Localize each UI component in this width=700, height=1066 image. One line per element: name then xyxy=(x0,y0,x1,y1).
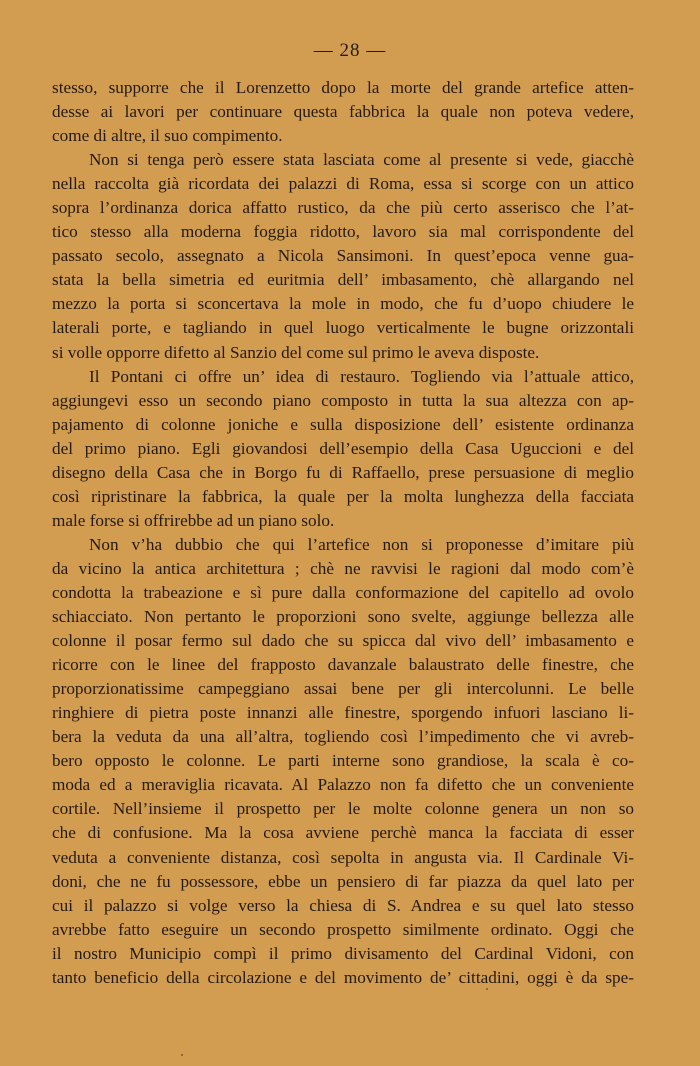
text-line: nella raccolta già ricordata dei palazzi di Roma, essa si scorge con un attico xyxy=(52,174,634,194)
text-line: si volle opporre difetto al Sanzio del come sul primo le aveva disposte. xyxy=(52,342,540,362)
text-line: aggiungevi esso un secondo piano composto in tutta la sua altezza con ap- xyxy=(52,390,634,410)
text-line: bera la veduta da una all’altra, togliendo così l’impedimento che vi avreb- xyxy=(52,727,634,747)
text-line: pajamento di colonne joniche e sulla disposizione dell’ esistente ordinanza xyxy=(52,414,634,434)
text-line: condotta la trabeazione e sì pure dalla conformazione del capitello ad ovolo xyxy=(52,582,634,602)
text-line: bero opposto le colonne. Le parti interne sono grandiose, la scala è co- xyxy=(52,751,634,771)
text-line: tico stesso alla moderna foggia ridotto, lavoro sia mal corrispondente del xyxy=(52,222,634,242)
text-line: mezzo la porta si sconcertava la mole in modo, che fu d’uopo chiudere le xyxy=(52,294,634,314)
text-line: laterali porte, e tagliando in quel luogo verticalmente le bugne orizzontali xyxy=(52,318,634,338)
body-text xyxy=(52,76,634,990)
text-line: che di confusione. Ma la cosa avviene perchè manca la facciata di esser xyxy=(52,823,634,843)
text-line: avrebbe fatto eseguire un secondo prospetto similmente ordinato. Oggi che xyxy=(52,919,634,939)
text-line: ringhiere di pietra poste innanzi alle finestre, sporgendo infuori lasciano li- xyxy=(52,703,634,723)
text-line: cortile. Nell’insieme il prospetto per le molte colonne genera un non so xyxy=(52,799,634,819)
text-line: il nostro Municipio compì il primo divisamento del Cardinal Vidoni, con xyxy=(52,943,634,963)
text-line: da vicino la antica architettura ; chè ne ravvisi le ragioni dal modo com’è xyxy=(52,558,634,578)
text-line: Non v’ha dubbio che qui l’artefice non si proponesse d’imitare più xyxy=(89,534,634,554)
text-line: moda ed a meraviglia ricavata. Al Palazzo non fa difetto che un conveniente xyxy=(52,775,634,795)
text-line: male forse si offrirebbe ad un piano solo. xyxy=(52,510,335,530)
text-line: così ripristinare la fabbrica, la quale per la molta lunghezza della facciata xyxy=(52,486,634,506)
text-line: proporzionatissime campeggiano assai bene per gli intercolunni. Le belle xyxy=(52,679,634,699)
text-line: doni, che ne fu possessore, ebbe un pensiero di far piazza da quel lato per xyxy=(52,871,634,891)
text-line: del primo piano. Egli giovandosi dell’esempio della Casa Uguccioni e del xyxy=(52,438,634,458)
paper-speck xyxy=(486,988,488,990)
text-line: stesso, supporre che il Lorenzetto dopo la morte del grande artefice atten- xyxy=(52,78,634,97)
text-line: come di altre, il suo compimento. xyxy=(52,126,283,146)
text-line: veduta a conveniente distanza, così sepolta in angusta via. Il Cardinale Vi- xyxy=(52,847,634,867)
paper-speck xyxy=(181,1054,183,1056)
text-line: sopra l’ordinanza dorica affatto rustico, da che più certo asserisco che l’at- xyxy=(52,198,634,218)
text-line: stata la bella simetria ed euritmia dell’ imbasamento, chè allargando nel xyxy=(52,270,634,290)
text-line: colonne il posar fermo sul dado che su spicca dal vivo dell’ imbasamento e xyxy=(52,631,634,651)
text-line: Non si tenga però essere stata lasciata come al presente si vede, giacchè xyxy=(89,150,634,170)
text-line: tanto beneficio della circolazione e del movimento de’ cittadini, oggi è da spe- xyxy=(52,967,634,987)
text-line: schiacciato. Non pertanto le proporzioni sono svelte, aggiunge bellezza alle xyxy=(52,607,634,627)
text-line: disegno della Casa che in Borgo fu di Raffaello, prese persuasione di meglio xyxy=(52,462,634,482)
text-line: cui il palazzo si volge verso la chiesa di S. Andrea e su quel lato stesso xyxy=(52,895,634,915)
text-line: desse ai lavori per continuare questa fabbrica la quale non poteva vedere, xyxy=(52,102,634,122)
text-line: ricorre con le linee del frapposto davanzale balaustrato delle finestre, che xyxy=(52,655,634,675)
text-line: passato secolo, assegnato a Nicola Sansimoni. In quest’epoca venne gua- xyxy=(52,246,634,266)
text-line: Il Pontani ci offre un’ idea di restauro. Togliendo via l’attuale attico, xyxy=(89,366,634,386)
page-number: — 28 — xyxy=(313,40,387,61)
